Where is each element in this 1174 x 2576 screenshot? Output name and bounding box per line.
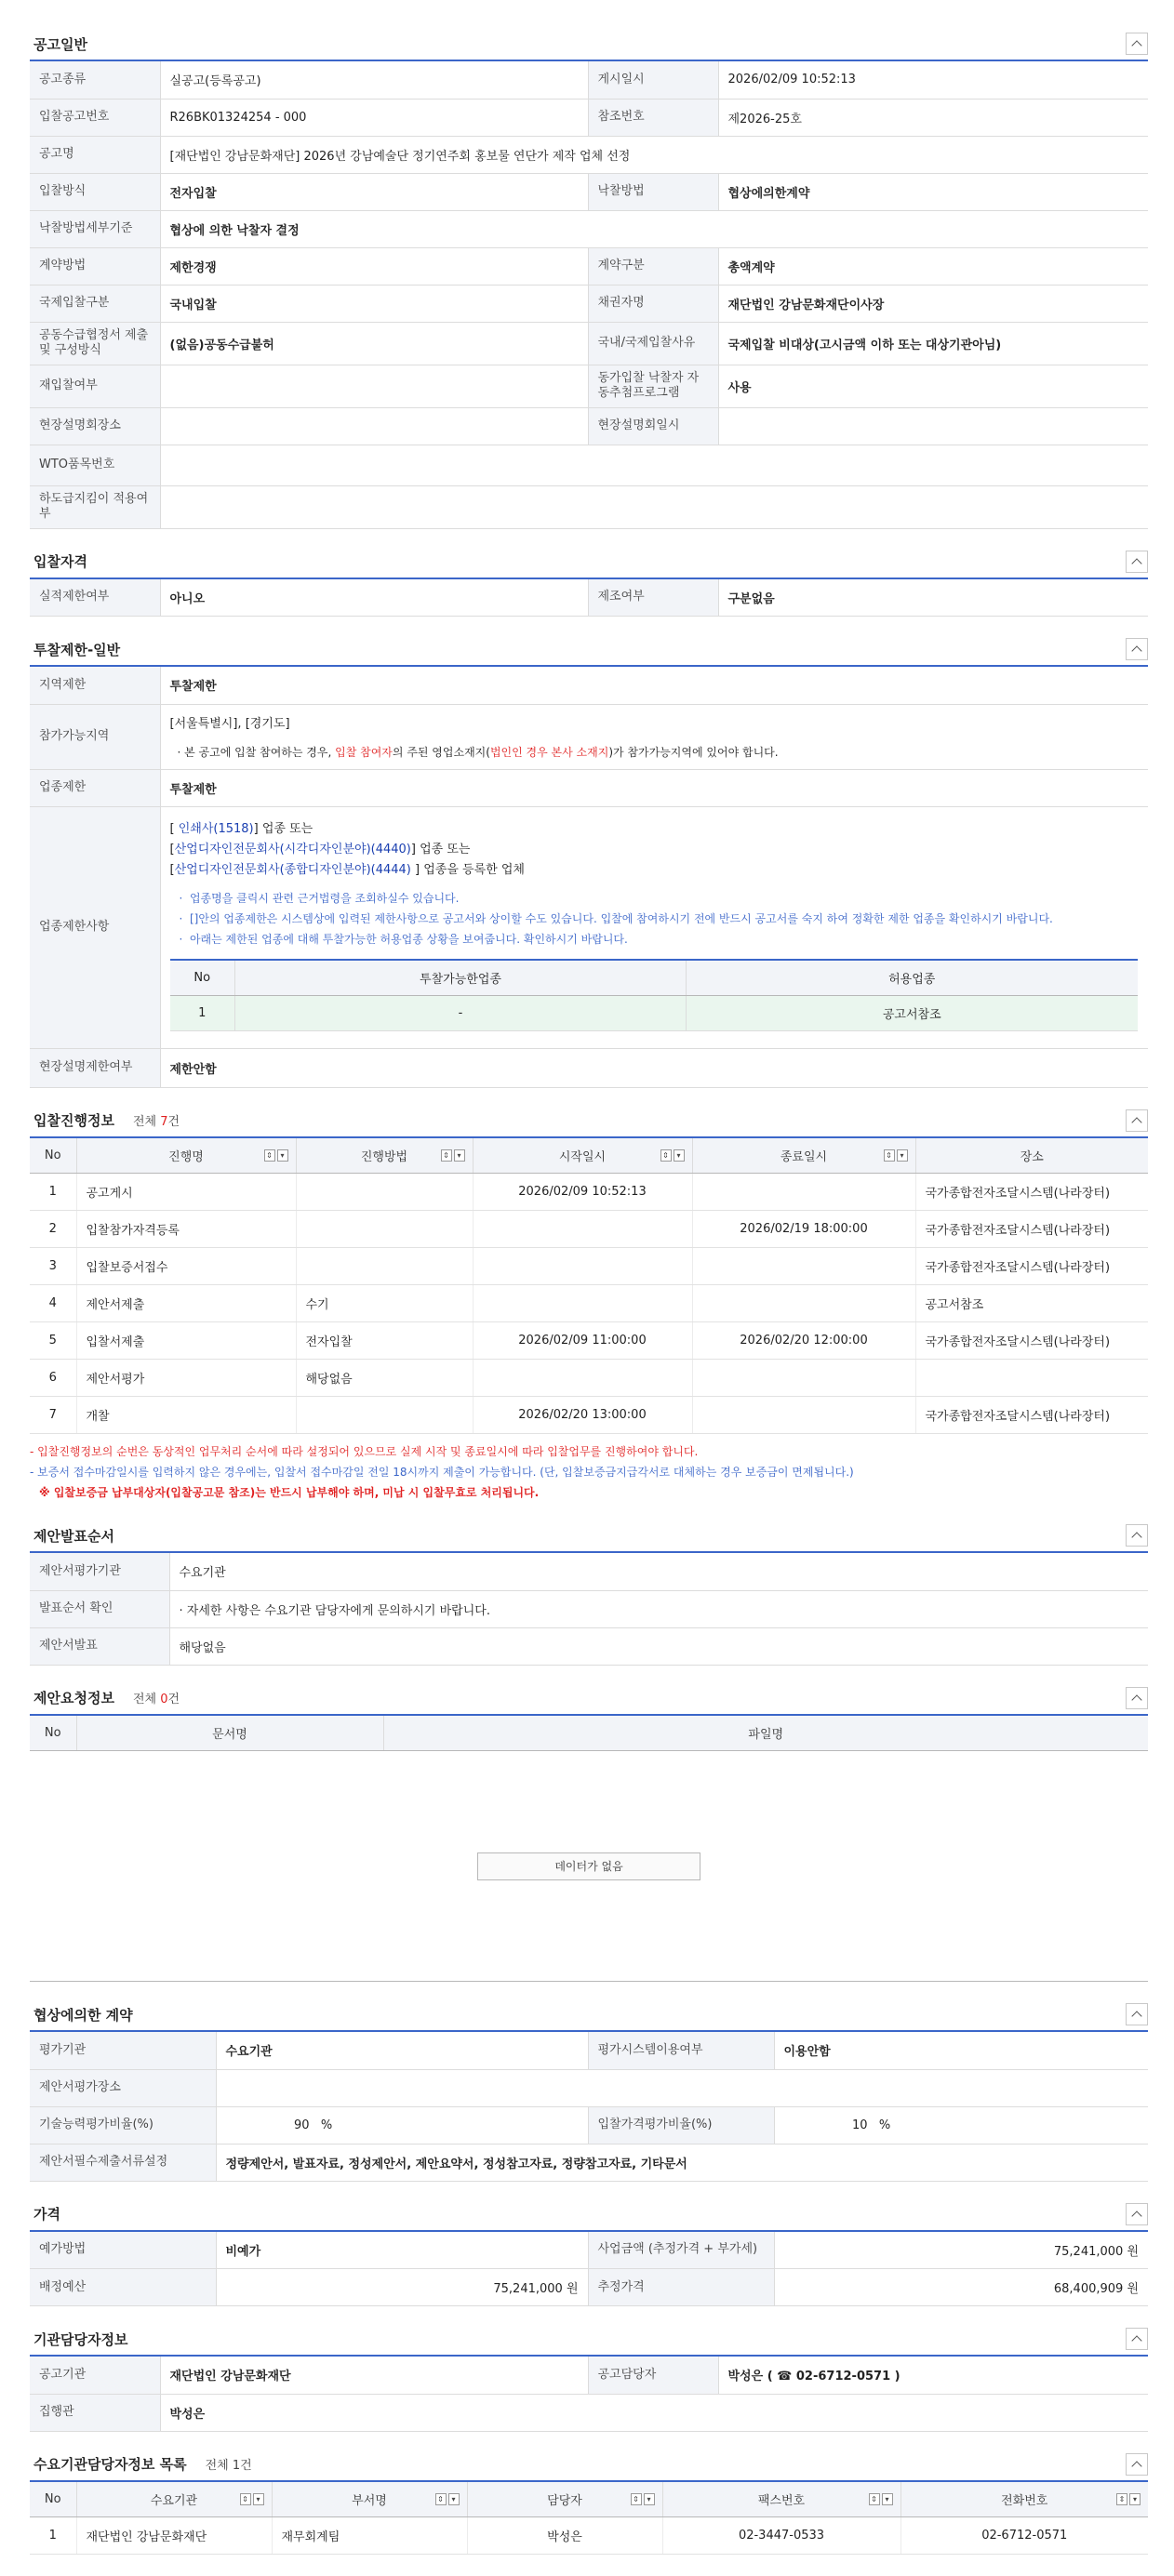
section-title: 투찰제한-일반	[33, 641, 121, 658]
label: 제안서발표	[30, 1627, 169, 1665]
wto-value	[160, 445, 1148, 485]
label: 현장설명회장소	[30, 407, 160, 445]
column-header[interactable]: 종료일시 ⇕ ▾	[692, 1138, 915, 1174]
chevron-up-icon[interactable]	[1126, 551, 1148, 573]
label: 배정예산	[30, 2269, 216, 2306]
label: 공동수급협정서 제출 및 구성방식	[30, 322, 160, 365]
column-header[interactable]: 담당자 ⇕ ▾	[467, 2482, 662, 2517]
filter-dropdown-icon: ▾	[448, 2493, 460, 2505]
contract-method-value: 제한경쟁	[160, 247, 588, 285]
eval-place-value	[216, 2069, 1148, 2106]
estimated-price-value: 68,400,909 원	[774, 2269, 1148, 2306]
intl-bid-value: 국내입찰	[160, 285, 588, 322]
chevron-up-icon[interactable]	[1126, 1524, 1148, 1547]
label: 참조번호	[588, 99, 718, 136]
filter-dropdown-icon: ▾	[253, 2493, 264, 2505]
label: 계약방법	[30, 247, 160, 285]
column-header[interactable]: 진행방법 ⇕ ▾	[296, 1138, 473, 1174]
table-cell	[692, 1360, 915, 1397]
filter-dropdown-icon: ▾	[674, 1149, 685, 1162]
sort-icon: ⇕	[264, 1149, 275, 1162]
ref-number-value: 제2026-25호	[718, 99, 1148, 136]
site-place-value	[160, 407, 588, 445]
label: 평가기관	[30, 2032, 216, 2069]
label: 제조여부	[588, 579, 718, 617]
table-cell	[692, 1397, 915, 1434]
table-cell: 전자입찰	[296, 1322, 473, 1360]
table-cell: 국가종합전자조달시스템(나라장터)	[915, 1211, 1148, 1248]
label: 동가입찰 낙찰자 자동추첨프로그램	[588, 365, 718, 407]
confirm-value: · 자세한 사항은 수요기관 담당자에게 문의하시기 바랍니다.	[169, 1590, 1148, 1627]
sort-icon: ⇕	[435, 2493, 447, 2505]
table-row	[30, 1248, 1148, 1285]
table-cell: 국가종합전자조달시스템(나라장터)	[915, 1397, 1148, 1434]
section-title: 기관담당자정보	[33, 2330, 128, 2348]
table-cell: 2026/02/09 11:00:00	[473, 1322, 692, 1360]
sort-icon: ⇕	[884, 1149, 895, 1162]
general-section	[30, 28, 1148, 529]
sort-icon: ⇕	[869, 2493, 880, 2505]
bid-limit-section	[30, 633, 1148, 1088]
table-cell: 수기	[296, 1285, 473, 1322]
table-cell	[915, 1360, 1148, 1397]
industry-notes	[170, 888, 1140, 949]
table-cell	[473, 1211, 692, 1248]
table-cell: 공고서참조	[915, 1285, 1148, 1322]
industry-detail-value: [ 인쇄사(1518)] 업종 또는 [산업디자인전문회사(시각디자인분야)(4440)] 업종 또는 [산업디자인전문회사(종합디자인분야)(4444) ] 업종을 등록한 업체 · 업종명을 클릭시 관련 근거법령을 조회하실수 있습니다. · []안의 업종제한은 시스템상에 입력된 제한사항으로 공고서와 상이할 수도 있습니다. 입찰에 참여하시기 전에 반드시 공고서를 숙지 하여 정확한 제한 업종을 확인하시기 바랍니다. · 아래는 제한된 업종에 대해 투찰가능한 허용업종 상황을 보여줍니다. 확인하시기 바랍니다. No 투찰가능한업종 허용업종 1 - 공고서참조	[160, 806, 1148, 1048]
industry-link[interactable]: 산업디자인전문회사(시각디자인분야)(4440)	[174, 843, 411, 857]
creditor-value: 재단법인 강남문화재단이사장	[718, 285, 1148, 322]
table-row: 1 재단법인 강남문화재단 재무회계팀 박성은 02-3447-0533 02-6712-0571	[30, 2517, 1148, 2555]
area-list: [서울특별시], [경기도]	[169, 717, 290, 731]
label: 평가시스템이용여부	[588, 2032, 774, 2069]
label: 현장설명제한여부	[30, 1048, 160, 1087]
note-item: · []안의 업종제한은 시스템상에 입력된 제한사항으로 공고서와 상이할 수도 있습니다. 입찰에 참여하시기 전에 반드시 공고서를 숙지 하여 정확한 제한 업종을 확인하시기 바랍니다.	[179, 912, 1053, 926]
table-cell	[296, 1397, 473, 1434]
label: 추정가격	[588, 2269, 774, 2306]
table-cell: 4	[30, 1285, 76, 1322]
notice-type-value: 실공고(등록공고)	[160, 61, 588, 99]
filter-dropdown-icon: ▾	[1129, 2493, 1141, 2505]
presentation-value: 해당없음	[169, 1627, 1148, 1665]
label: 공고종류	[30, 61, 160, 99]
label: WTO품목번호	[30, 445, 160, 485]
label: 입찰방식	[30, 173, 160, 210]
label: 하도급지킴이 적용여부	[30, 485, 160, 528]
filter-dropdown-icon: ▾	[277, 1149, 288, 1162]
label: 채권자명	[588, 285, 718, 322]
label: 공고기관	[30, 2357, 160, 2394]
table-cell: 국가종합전자조달시스템(나라장터)	[915, 1248, 1148, 1285]
bid-method-value: 전자입찰	[160, 173, 588, 210]
table-cell	[473, 1360, 692, 1397]
table-cell	[296, 1248, 473, 1285]
demand-table	[30, 2482, 1148, 2556]
chevron-up-icon[interactable]	[1126, 2003, 1148, 2025]
column-header: No	[30, 1138, 76, 1174]
table-row	[30, 1285, 1148, 1322]
section-title: 가격	[33, 2206, 60, 2223]
label: 업종제한	[30, 769, 160, 806]
table-cell	[692, 1174, 915, 1211]
label: 공고담당자	[588, 2357, 718, 2394]
tech-ratio-value: 90 %	[216, 2106, 588, 2144]
eval-org-value: 수요기관	[169, 1553, 1148, 1590]
label: 현장설명회일시	[588, 407, 718, 445]
presentation-section	[30, 1520, 1148, 1666]
section-title: 입찰자격	[33, 553, 87, 570]
sort-icon: ⇕	[660, 1149, 672, 1162]
label: 기술능력평가비율(%)	[30, 2106, 216, 2144]
area-note: · 본 공고에 입찰 참여하는 경우, 입찰 참여자의 주된 영업소재지(법인인 경우 본사 소재지)가 참가가능지역에 있어야 합니다.	[177, 746, 779, 759]
table-cell: 입찰보증서접수	[76, 1248, 296, 1285]
section-title: 제안요청정보 전체 0건	[33, 1690, 180, 1706]
empty-message: 데이터가 없음	[477, 1852, 700, 1880]
label: 계약구분	[588, 247, 718, 285]
chevron-up-icon[interactable]	[1126, 2328, 1148, 2350]
eval-org-value: 수요기관	[216, 2032, 588, 2069]
progress-note: - 보증서 접수마감일시를 입력하지 않은 경우에는, 입찰서 접수마감일 전일 18시까지 제출이 가능합니다. (단, 입찰보증금지급각서로 대체하는 경우 보증금이 면제됩니다.)	[30, 1466, 854, 1479]
label: 참가가능지역	[30, 704, 160, 769]
region-limit-value: 투찰제한	[160, 667, 1148, 704]
column-header[interactable]: 시작일시 ⇕ ▾	[473, 1138, 692, 1174]
column-header[interactable]: 부서명 ⇕ ▾	[272, 2482, 467, 2517]
site-limit-value: 제한안함	[160, 1048, 1148, 1087]
label: 재입찰여부	[30, 365, 160, 407]
industry-link[interactable]: 산업디자인전문회사(종합디자인분야)(4444)	[174, 863, 411, 878]
filter-dropdown-icon: ▾	[897, 1149, 908, 1162]
section-title: 협상에의한 계약	[33, 2006, 133, 2024]
table-row	[30, 1360, 1148, 1397]
label: 국내/국제입찰사유	[588, 322, 718, 365]
table-cell: 국가종합전자조달시스템(나라장터)	[915, 1174, 1148, 1211]
manufacture-value: 구분없음	[718, 579, 1148, 617]
table-cell: 제안서제출	[76, 1285, 296, 1322]
eval-system-value: 이용안함	[774, 2032, 1148, 2069]
label: 입찰가격평가비율(%)	[588, 2106, 774, 2144]
contact-value: 박성은 ( ☎ 02-6712-0571 )	[718, 2357, 1148, 2394]
sort-icon: ⇕	[631, 2493, 642, 2505]
note-item: · 아래는 제한된 업종에 대해 투찰가능한 허용업종 상황을 보여줍니다. 확인하시기 바랍니다.	[179, 933, 628, 947]
table-cell: 제안서평가	[76, 1360, 296, 1397]
section-title: 입찰진행정보 전체 7건	[33, 1112, 180, 1129]
label: 실적제한여부	[30, 579, 160, 617]
label: 제안서평가기관	[30, 1553, 169, 1590]
intl-reason-value: 국제입찰 비대상(고시금액 이하 또는 대상기관아님)	[718, 322, 1148, 365]
table-cell	[473, 1285, 692, 1322]
filter-dropdown-icon: ▾	[644, 2493, 655, 2505]
column-header: 장소	[915, 1138, 1148, 1174]
industry-link[interactable]: 인쇄사(1518)	[178, 822, 254, 837]
table-cell: 개찰	[76, 1397, 296, 1434]
joint-supply-value: (없음)공동수급불허	[160, 322, 588, 365]
chevron-up-icon[interactable]	[1126, 1109, 1148, 1132]
label: 낙찰방법	[588, 173, 718, 210]
section-title: 제안발표순서	[33, 1527, 114, 1545]
table-cell	[296, 1174, 473, 1211]
table-cell: 국가종합전자조달시스템(나라장터)	[915, 1322, 1148, 1360]
progress-note: - 입찰진행정보의 순번은 동상적인 업무처리 순서에 따라 설정되어 있으므로 실제 시작 및 종료일시에 따라 입찰업무를 진행하여야 합니다.	[30, 1445, 699, 1458]
label: 집행관	[30, 2394, 160, 2431]
table-cell	[692, 1248, 915, 1285]
table-cell: 2026/02/20 13:00:00	[473, 1397, 692, 1434]
label: 게시일시	[588, 61, 718, 99]
auto-draw-value: 사용	[718, 365, 1148, 407]
table-cell: 2	[30, 1211, 76, 1248]
table-cell: 2026/02/09 10:52:13	[473, 1174, 692, 1211]
label: 국제입찰구분	[30, 285, 160, 322]
required-docs-value: 정량제안서, 발표자료, 정성제안서, 제안요약서, 정성참고자료, 정량참고자료, 기타문서	[216, 2144, 1148, 2181]
negotiation-section	[30, 1998, 1148, 2182]
chevron-up-icon[interactable]	[1126, 33, 1148, 55]
price-ratio-value: 10 %	[774, 2106, 1148, 2144]
sort-icon: ⇕	[441, 1149, 452, 1162]
chevron-up-icon[interactable]	[1126, 638, 1148, 660]
label: 발표순서 확인	[30, 1590, 169, 1627]
project-amount-value: 75,241,000 원	[774, 2232, 1148, 2269]
award-detail-value: 협상에 의한 낙찰자 결정	[160, 210, 1148, 247]
sort-icon: ⇕	[240, 2493, 251, 2505]
label: 제안서필수제출서류설정	[30, 2144, 216, 2181]
rebid-value	[160, 365, 588, 407]
table-cell	[296, 1211, 473, 1248]
label: 제안서평가장소	[30, 2069, 216, 2106]
table-cell: 6	[30, 1360, 76, 1397]
area-value	[160, 704, 1148, 769]
chevron-up-icon[interactable]	[1126, 1687, 1148, 1709]
progress-note: ※ 입찰보증금 납부대상자(입찰공고문 참조)는 반드시 납부해야 하며, 미납 시 입찰무효로 처리됩니다.	[39, 1486, 540, 1499]
label: 예가방법	[30, 2232, 216, 2269]
label: 공고명	[30, 136, 160, 173]
table-cell: 3	[30, 1248, 76, 1285]
table-cell: 입찰참가자격등록	[76, 1211, 296, 1248]
executor-value: 박성은	[160, 2394, 1148, 2431]
section-title: 공고일반	[33, 35, 87, 53]
allowed-industry-table: No 투찰가능한업종 허용업종 1 - 공고서참조	[170, 959, 1138, 1031]
column-header[interactable]: 진행명 ⇕ ▾	[76, 1138, 296, 1174]
table-cell: 1	[30, 1174, 76, 1211]
contract-type-value: 총액계약	[718, 247, 1148, 285]
subcontract-value	[160, 485, 1148, 528]
table-cell: 5	[30, 1322, 76, 1360]
table-cell: 7	[30, 1397, 76, 1434]
posted-at-value: 2026/02/09 10:52:13	[718, 61, 1148, 99]
label: 업종제한사항	[30, 806, 160, 1048]
chevron-up-icon[interactable]	[1126, 2453, 1148, 2476]
request-table: No 문서명 파일명	[30, 1716, 1148, 1752]
table-cell: 공고게시	[76, 1174, 296, 1211]
table-row	[30, 1174, 1148, 1211]
column-header[interactable]: 전화번호 ⇕ ▾	[901, 2482, 1148, 2517]
table-cell	[473, 1248, 692, 1285]
table-cell: 해당없음	[296, 1360, 473, 1397]
chevron-up-icon[interactable]	[1126, 2203, 1148, 2225]
filter-dropdown-icon: ▾	[454, 1149, 465, 1162]
table-row	[30, 1397, 1148, 1434]
filter-dropdown-icon: ▾	[882, 2493, 893, 2505]
industry-limit-value: 투찰제한	[160, 769, 1148, 806]
column-header: No	[30, 2482, 76, 2517]
site-time-value	[718, 407, 1148, 445]
progress-table	[30, 1138, 1148, 1435]
column-header[interactable]: 팩스번호 ⇕ ▾	[662, 2482, 901, 2517]
price-section	[30, 2198, 1148, 2307]
progress-section	[30, 1105, 1148, 1504]
label: 낙찰방법세부기준	[30, 210, 160, 247]
sort-icon: ⇕	[1116, 2493, 1127, 2505]
table-cell: 입찰서제출	[76, 1322, 296, 1360]
bid-number-value: R26BK01324254 - 000	[160, 99, 588, 136]
notice-name-value: [재단법인 강남문화재단] 2026년 강남예술단 정기연주회 홍보물 연단가 제작 업체 선정	[160, 136, 1148, 173]
demand-section	[30, 2449, 1148, 2556]
section-title: 수요기관담당자정보 목록 전체 1건	[33, 2456, 252, 2473]
qualification-section	[30, 546, 1148, 617]
budget-value: 75,241,000 원	[216, 2269, 588, 2306]
table-row	[30, 1211, 1148, 1248]
performance-limit-value: 아니오	[160, 579, 588, 617]
note-item: · 업종명을 클릭시 관련 근거법령을 조회하실수 있습니다.	[179, 892, 460, 906]
table-row	[30, 1322, 1148, 1360]
request-section	[30, 1682, 1148, 1983]
price-method-value: 비예가	[216, 2232, 588, 2269]
label: 입찰공고번호	[30, 99, 160, 136]
label: 사업금액 (추정가격 + 부가세)	[588, 2232, 774, 2269]
award-method-value: 협상에의한계약	[718, 173, 1148, 210]
agency-value: 재단법인 강남문화재단	[160, 2357, 588, 2394]
table-cell: 2026/02/19 18:00:00	[692, 1211, 915, 1248]
column-header[interactable]: 수요기관 ⇕ ▾	[76, 2482, 272, 2517]
table-cell	[692, 1285, 915, 1322]
label: 지역제한	[30, 667, 160, 704]
table-cell: 2026/02/20 12:00:00	[692, 1322, 915, 1360]
agency-section	[30, 2323, 1148, 2432]
